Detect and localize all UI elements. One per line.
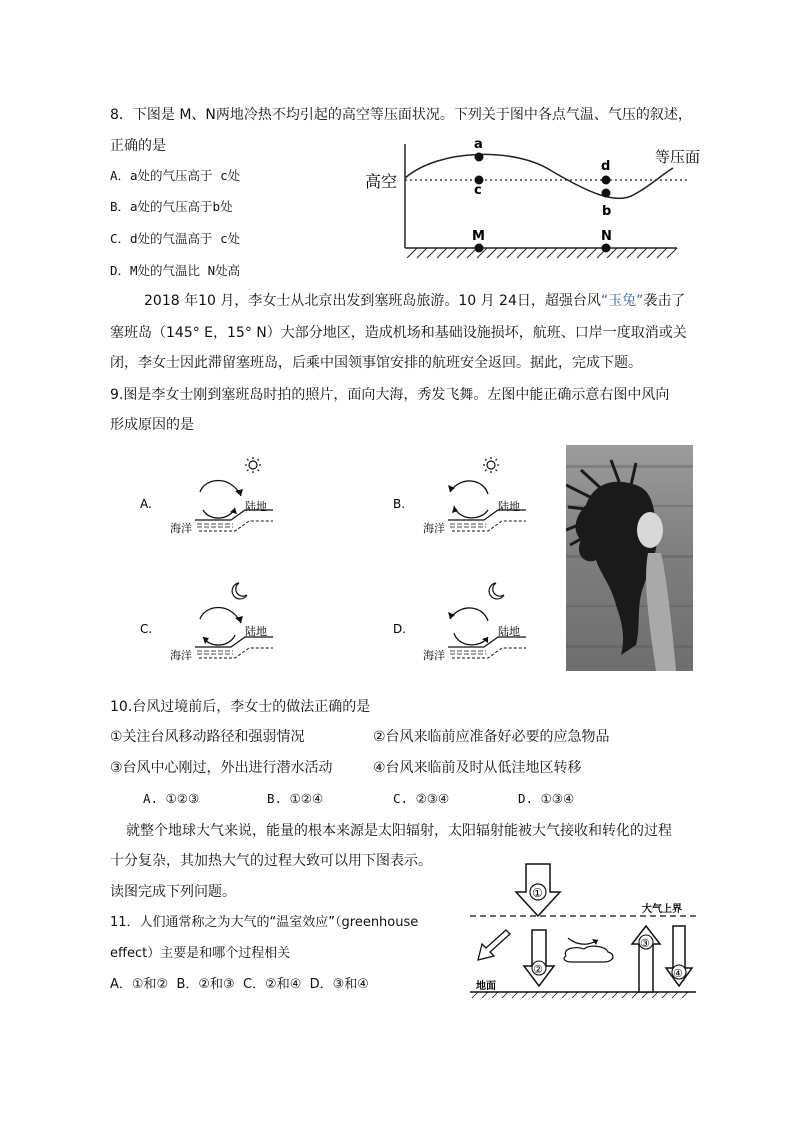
diagram-a-sea-label: 海洋 bbox=[170, 522, 192, 535]
sun-icon bbox=[483, 457, 499, 473]
q10-option-d: D. ①③④ bbox=[518, 791, 575, 806]
passage2-line1: 就整个地球大气来说，能量的根本来源是太阳辐射，太阳辐射能被大气接收和转化的过程 bbox=[126, 823, 672, 839]
q8-option-b: B．a处的气压高于b处 bbox=[110, 199, 233, 214]
q10-item-4: ④台风来临前及时从低洼地区转移 bbox=[373, 760, 582, 776]
diagram-c-land-label: 陆地 bbox=[245, 625, 267, 638]
circulation-arrow-top bbox=[200, 481, 241, 497]
q10-option-a: A. ①②③ bbox=[143, 791, 200, 806]
arrow-2-ground-absorption bbox=[524, 930, 554, 986]
diagram-b-sea-label: 海洋 bbox=[423, 522, 445, 535]
typhoon-name: “玉兔” bbox=[600, 293, 644, 309]
q10-option-b: B. ①②④ bbox=[267, 791, 324, 806]
circulation-diagram-d bbox=[388, 575, 538, 670]
passage1-line2: 塞班岛（145° E，15° N）大部分地区，造成机场和基础设施损坏，航班、口岸一度取消或关 bbox=[110, 325, 687, 341]
moon-icon bbox=[489, 583, 504, 599]
passage2-line2: 十分复杂，其加热大气的过程大致可以用下图表示。 bbox=[110, 853, 432, 869]
passage1-line1-text: 2018 年10 月，李女士从北京出发到塞班岛旅游。10 月 24日，超强台风 bbox=[144, 293, 601, 309]
label-m: M bbox=[472, 229, 485, 244]
point-a bbox=[475, 153, 484, 162]
diagram-b-letter: B. bbox=[393, 497, 406, 511]
diagram-d-land-label: 陆地 bbox=[498, 625, 520, 638]
woman-windblown-hair-photo bbox=[566, 445, 693, 671]
point-m bbox=[475, 244, 484, 253]
q10-stem: 10.台风过境前后，李女士的做法正确的是 bbox=[110, 699, 371, 715]
q10-item-3: ③台风中心刚过，外出进行潜水活动 bbox=[110, 760, 333, 776]
point-b bbox=[602, 189, 611, 198]
q8-option-a: A．a处的气压高于 c处 bbox=[110, 168, 241, 183]
atmosphere-heating-diagram bbox=[466, 860, 700, 1000]
label-ground: 地面 bbox=[476, 981, 496, 992]
q10-option-c: C. ②③④ bbox=[393, 791, 450, 806]
sun-icon bbox=[245, 457, 261, 473]
point-d bbox=[602, 176, 611, 185]
passage2-line3: 读图完成下列问题。 bbox=[110, 884, 236, 900]
passage1-line1-end: 袭击了 bbox=[643, 293, 686, 309]
passage1-line1 bbox=[144, 291, 685, 311]
q9-stem-line2: 形成原因的是 bbox=[110, 417, 194, 433]
label-b: b bbox=[602, 204, 612, 219]
label-a: a bbox=[474, 137, 483, 152]
coastline-hatch bbox=[452, 521, 526, 531]
arrow-4-label: ④ bbox=[673, 967, 683, 980]
label-c: c bbox=[474, 183, 482, 198]
label-n: N bbox=[601, 229, 612, 244]
arrow-1-label: ① bbox=[532, 886, 543, 900]
circulation-diagram-a bbox=[135, 448, 285, 543]
circulation-diagram-c bbox=[135, 575, 285, 670]
diagram-c-sea-label: 海洋 bbox=[170, 649, 192, 662]
coastline-hatch bbox=[199, 521, 273, 531]
diagram-d-letter: D. bbox=[393, 622, 407, 636]
diagram-c-letter: C. bbox=[140, 622, 153, 636]
circulation-arrow-bottom bbox=[203, 635, 235, 645]
circulation-arrow-top bbox=[450, 608, 488, 621]
q10-item-2: ②台风来临前应准备好必要的应急物品 bbox=[373, 729, 610, 745]
passage1-line3: 闭，李女士因此滞留塞班岛，后乘中国领事馆安排的航班安全返回。据此，完成下题。 bbox=[110, 355, 642, 371]
q11-stem-line1: 11．人们通常称之为大气的“温室效应”（greenhouse bbox=[110, 915, 419, 930]
moon-icon bbox=[232, 583, 247, 599]
label-isobar: 等压面 bbox=[655, 148, 700, 166]
arrow-2-label: ② bbox=[533, 963, 543, 976]
q9-stem-line1: 9.图是李女士刚到塞班岛时拍的照片，面向大海，秀发飞舞。左图中能正确示意右图中风向 bbox=[110, 387, 670, 403]
photo-illustration bbox=[566, 445, 693, 671]
q8-option-c: C．d处的气温高于 c处 bbox=[110, 231, 241, 246]
label-high-altitude: 高空 bbox=[365, 172, 398, 191]
label-d: d bbox=[601, 159, 611, 174]
diagram-d-sea-label: 海洋 bbox=[423, 649, 445, 662]
circulation-arrow-bottom bbox=[454, 506, 488, 518]
circulation-arrow-top bbox=[450, 481, 488, 494]
arrow-3-label: ③ bbox=[640, 937, 650, 950]
q8-stem-line2: 正确的是 bbox=[110, 138, 166, 154]
diagram-b-land-label: 陆地 bbox=[498, 500, 520, 513]
q8-stem-line1: 8．下图是 M、N两地冷热不均引起的高空等压面状况。下列关于图中各点气温、气压的叙述， bbox=[110, 107, 692, 123]
diagram-a-land-label: 陆地 bbox=[245, 500, 267, 513]
reflected-arrow bbox=[478, 930, 510, 960]
point-n bbox=[602, 244, 611, 253]
q8-option-d: D．M处的气温比 N处高 bbox=[110, 263, 241, 278]
diagram-a-letter: A. bbox=[140, 497, 152, 511]
circulation-arrow-top bbox=[200, 608, 241, 624]
q10-item-1: ①关注台风移动路径和强弱情况 bbox=[110, 729, 305, 745]
q11-stem-line2-text: effect）主要是和哪个过程相关 bbox=[110, 946, 291, 961]
ground-hatching bbox=[407, 248, 677, 258]
label-upper-atmosphere: 大气上界 bbox=[642, 904, 682, 915]
isobaric-surface-curve bbox=[405, 154, 673, 198]
q11-stem-line2 bbox=[110, 944, 290, 964]
isobar-diagram bbox=[355, 136, 700, 266]
cloud-icon bbox=[564, 946, 613, 962]
circulation-diagram-b bbox=[388, 448, 538, 543]
q11-options: A．①和② B．②和③ C．②和④ D．③和④ bbox=[110, 977, 369, 992]
circulation-arrow-bottom bbox=[203, 508, 235, 518]
coastline-hatch bbox=[199, 648, 273, 658]
coastline-hatch bbox=[452, 648, 526, 658]
ground-hatching bbox=[472, 992, 688, 998]
